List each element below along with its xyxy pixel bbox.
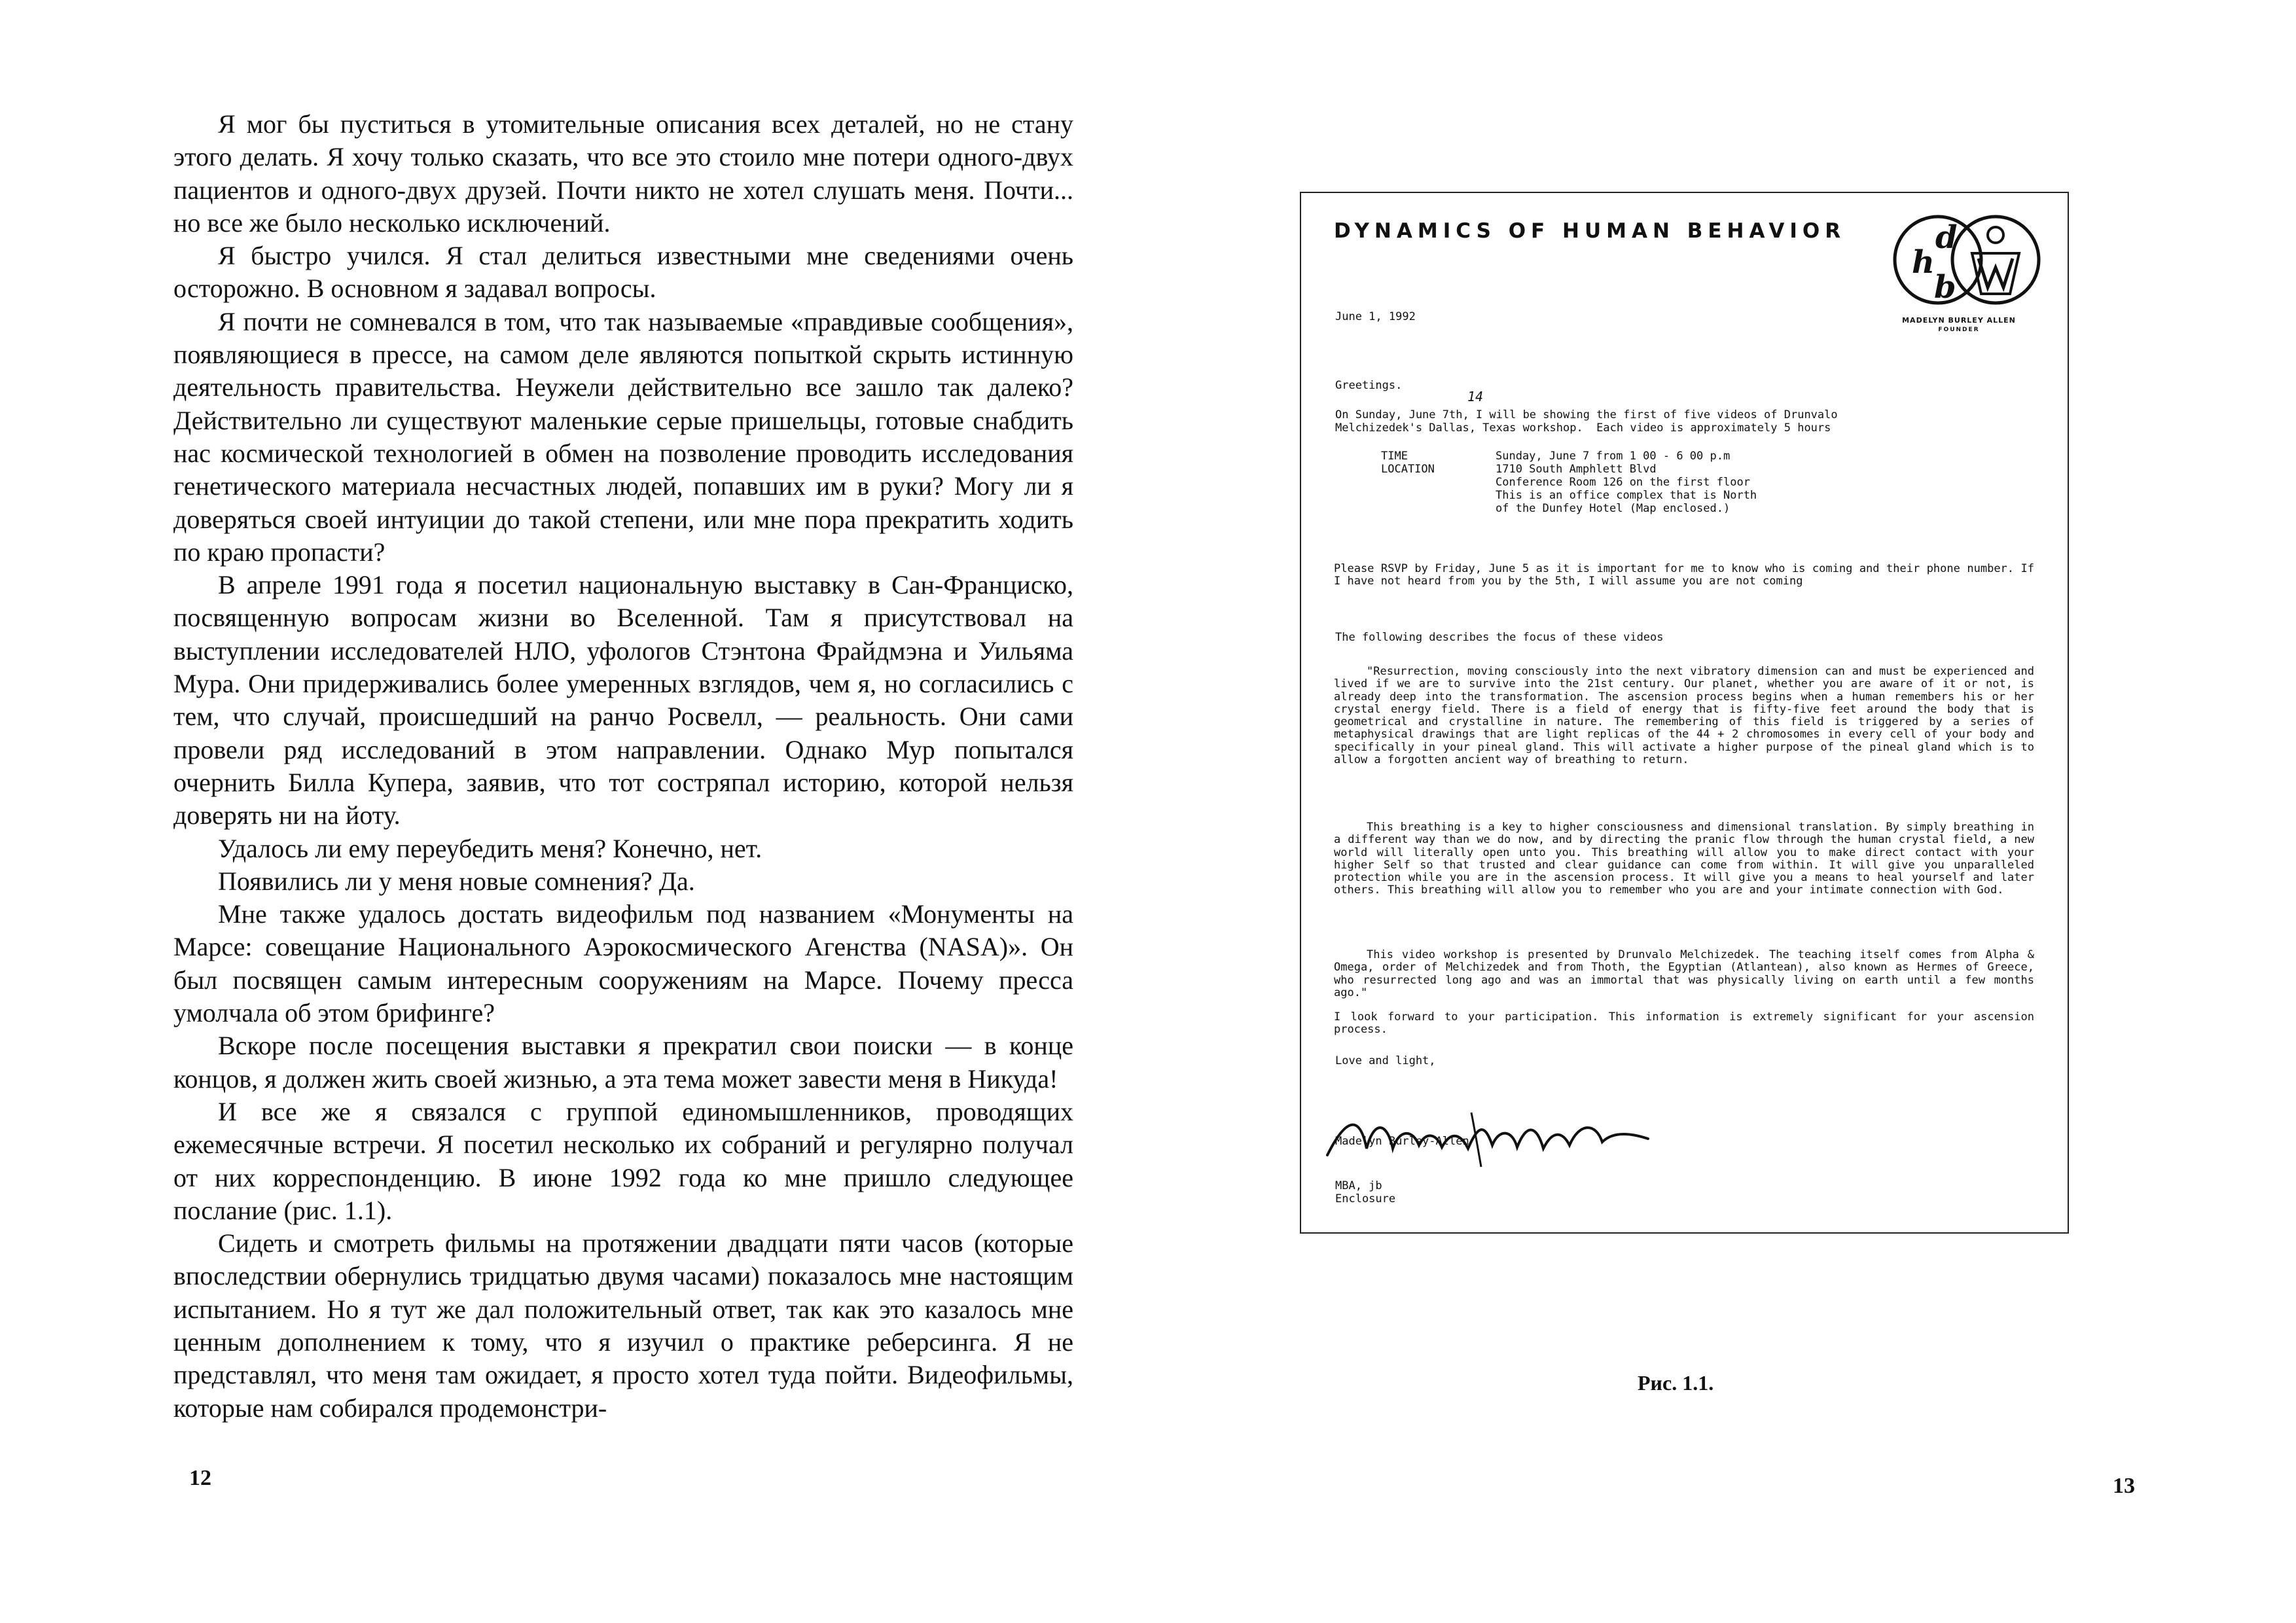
letterhead-title: DYNAMICS OF HUMAN BEHAVIOR xyxy=(1334,219,1846,243)
paragraph-8: Вскоре после посещения выставки я прекратил свои поиски — в конце концов, я должен жить своей жизнью, а эта тема может завести меня в Никуда! xyxy=(173,1031,1073,1094)
figure-caption: Рис. 1.1. xyxy=(1638,1371,1714,1395)
logo-letter-b: b xyxy=(1934,269,1956,306)
founder-role: FOUNDER xyxy=(1938,327,1980,333)
location-line-1: 1710 South Amphlett Blvd xyxy=(1496,463,1657,476)
handwritten-date-mark: 14 xyxy=(1467,389,1484,404)
paragraph-2: Я быстро учился. Я стал делиться известными мне сведениями очень осторожно. В основном я задавал вопросы. xyxy=(173,241,1073,304)
page-number-left: 12 xyxy=(189,1466,211,1490)
time-label: TIME xyxy=(1381,450,1408,463)
body-paragraph-2: This breathing is a key to higher consciousness and dimensional translation. By simply breathing in a different way than we do now, and by directing the pranic flow through the human crystal field, a new world will literally open unto you. This breathing will allow you to make direct contact with your higher Self so that trusted and clear guidance can come from within. It will give you unparalleled protection while you are in the ascension process. It will give you a means to heal yourself and later others. This breathing will allow you to remember who you are and your intimate connection with God. xyxy=(1334,821,2034,897)
paragraph-7: Мне также удалось достать видеофильм под названием «Монументы на Марсе: совещание Национального Аэрокосмического Агенства (NASA)». Он был посвящен самым интересным сооружениям на Марсе. Почему пресса умолчала об этом брифинге? xyxy=(173,899,1073,1028)
initials: MBA, jb xyxy=(1335,1179,1382,1192)
location-line-2: Conference Room 126 on the first floor xyxy=(1496,476,1750,489)
paragraph-4: В апреле 1991 года я посетил национальную выставку в Сан-Франциско, посвященную вопросам жизни во Вселенной. Там я присутствовал на выступлении исследователей НЛО, уфологов Стэнтона Фрайдмэна и Уильяма Мура. Они придерживались более умеренных взглядов, чем я, но согласились с тем, что случай, происшедший на ранчо Росвелл, — реальность. Они сами провели ряд исследований в этом направлении. Однако Мур попытался очернить Билла Купера, заявив, что тот состряпал историю, которой нельзя доверять ни на йоту. xyxy=(173,570,1073,830)
left-page-text xyxy=(173,108,1073,1425)
paragraph-5: Удалось ли ему переубедить меня? Конечно, нет. xyxy=(218,833,762,863)
rsvp-paragraph: Please RSVP by Friday, June 5 as it is important for me to know who is coming and their phone number. If I have not heard from you by the 5th, I will assume you are not coming xyxy=(1334,562,2034,588)
time-value: Sunday, June 7 from 1 00 - 6 00 p.m xyxy=(1496,450,1731,463)
paragraph-6: Появились ли у меня новые сомнения? Да. xyxy=(218,866,695,896)
body-paragraph-3: This video workshop is presented by Drunvalo Melchizedek. The teaching itself comes from Alpha & Omega, order of Melchizedek and from Thoth, the Egyptian (Atlantean), also known as Hermes of Greece, who resurrected long ago and was an immortal that was physically living on earth until a few months ago." xyxy=(1334,948,2034,999)
logo-figures-icon xyxy=(1972,227,2019,294)
letter-figure xyxy=(1300,192,2069,1234)
intro-line-1: On Sunday, June 7th, I will be showing the first of five videos of Drunvalo xyxy=(1335,408,1838,421)
letter-greeting: Greetings. xyxy=(1335,379,1403,392)
hdb-logo xyxy=(1892,207,2043,312)
letter-date: June 1, 1992 xyxy=(1335,310,1416,323)
paragraph-10: Сидеть и смотреть фильмы на протяжении двадцати пяти часов (которые впоследствии обернулись тридцатью двумя часами) показалось мне настоящим испытанием. Но я тут же дал положительный ответ, так как это казалось мне ценным дополнением к тому, что я изучил о практике реберсинга. Я не представлял, что меня там ожидает, я просто хотел туда пойти. Видеофильмы, которые нам собирался продемонстри- xyxy=(173,1228,1073,1423)
founder-name: MADELYN BURLEY ALLEN xyxy=(1902,316,2016,325)
typed-name: Madelyn Burley-Allen xyxy=(1335,1135,1469,1148)
sign-off: Love and light, xyxy=(1335,1054,1436,1067)
location-line-4: of the Dunfey Hotel (Map enclosed.) xyxy=(1496,502,1731,515)
logo-letter-d: d xyxy=(1935,219,1958,256)
enclosure: Enclosure xyxy=(1335,1192,1396,1205)
intro-line-2: Melchizedek's Dallas, Texas workshop. Each video is approximately 5 hours xyxy=(1335,421,1831,435)
paragraph-9: И все же я связался с группой единомышленников, проводящих ежемесячные встречи. Я посетил несколько их собраний и регулярно получал от них корреспонденцию. В июне 1992 года ко мне пришло следующее послание (рис. 1.1). xyxy=(173,1096,1073,1225)
location-line-3: This is an office complex that is North xyxy=(1496,489,1757,502)
focus-intro: The following describes the focus of these videos xyxy=(1335,631,1664,644)
paragraph-3: Я почти не сомневался в том, что так называемые «правдивые сообщения», появляющиеся в прессе, на самом деле являются попыткой скрыть истинную деятельность правительства. Неужели действительно все зашло так далеко? Действительно ли существуют маленькие серые пришельцы, готовые снабдить нас космической технологией в обмен на позволение проводить исследования генетического материала несчастных людей, попавших им в руки? Могу ли я доверяться своей интуиции до такой степени, или мне пора прекратить ходить по краю пропасти? xyxy=(173,306,1073,567)
page-number-right: 13 xyxy=(2113,1474,2135,1498)
paragraph-1: Я мог бы пуститься в утомительные описания всех деталей, но не стану этого делать. Я хочу только сказать, что все это стоило мне потери одного-двух пациентов и одного-двух друзей. Почти никто не хотел слушать меня. Почти... но все же было несколько исключений. xyxy=(173,109,1073,238)
body-paragraph-1: "Resurrection, moving consciously into the next vibratory dimension can and must be experienced and lived if we are to survive into the 21st century. Our planet, whether you are aware of it or not, is already deep into the transformation. The ascension process begins when a human remembers his or her crystal energy field. There is a field of energy that is fifty-five feet around the body that is geometrical and crystalline in nature. The remembering of this field is triggered by a series of metaphysical drawings that are light replicas of the 44 + 2 chromosomes in every cell of your body and specifically in your pineal gland. This will activate a higher purpose of the pineal gland which is to allow a forgotten ancient way of breathing to return. xyxy=(1334,665,2034,767)
closing-paragraph: I look forward to your participation. This information is extremely significant for your ascension process. xyxy=(1334,1010,2034,1037)
logo-letter-h: h xyxy=(1912,244,1935,281)
location-label: LOCATION xyxy=(1381,463,1435,476)
